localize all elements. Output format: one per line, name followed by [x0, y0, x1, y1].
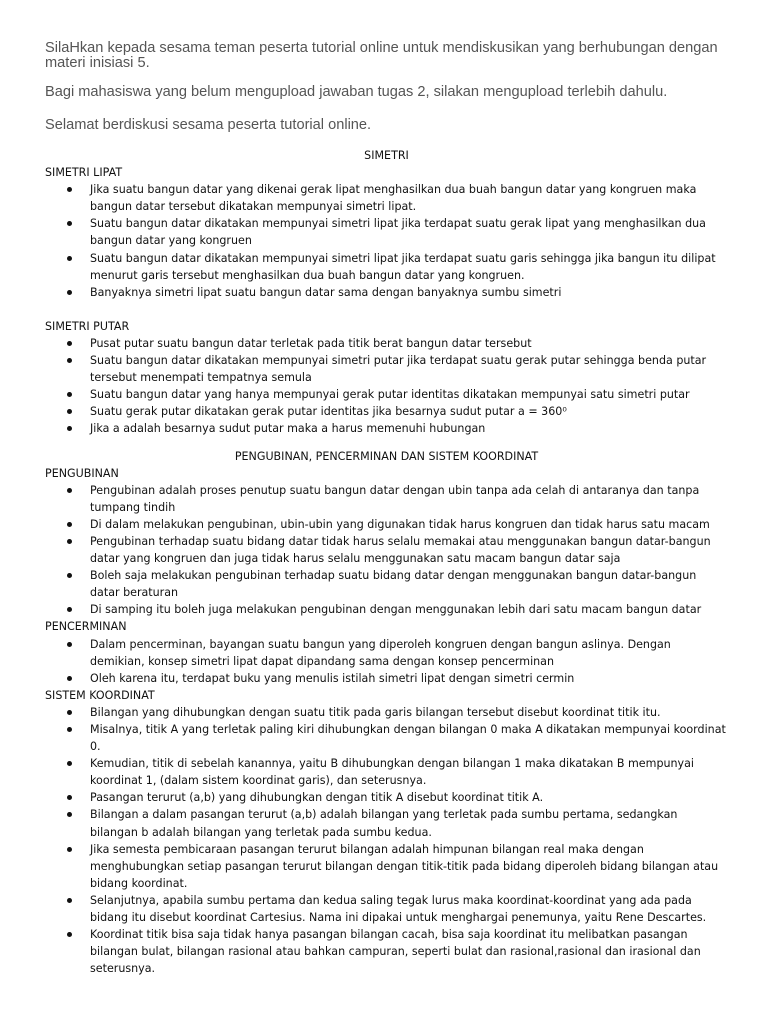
- pengubinan-section-title: PENGUBINAN, PENCERMINAN DAN SISTEM KOORDINAT: [234, 449, 539, 463]
- list-item: Pengubinan adalah proses penutup suatu bangun datar dengan ubin tanpa ada celah di antaranya dan tanpa tumpang tindih: [90, 482, 728, 516]
- list-item: Pengubinan terhadap suatu bidang datar tidak harus selalu memakai atau menggunakan bangun datar-bangun datar yang kongruen dan juga tidak harus selalu menggunakan satu macam bangun datar saja: [90, 533, 728, 567]
- list-item: Banyaknya simetri lipat suatu bangun datar sama dengan banyaknya sumbu simetri: [90, 284, 728, 301]
- intro-paragraph-1: SilaHkan kepada sesama teman peserta tutorial online untuk mendiskusikan yang berhubungan dengan materi inisiasi 5.: [45, 40, 718, 71]
- simetri-title: SIMETRI: [364, 149, 409, 162]
- list-item: Jika suatu bangun datar yang dikenai gerak lipat menghasilkan dua buah bangun datar yang kongruen maka bangun datar tersebut dikatakan mempunyai simetri lipat.: [90, 181, 728, 215]
- list-item: Bilangan yang dihubungkan dengan suatu titik pada garis bilangan tersebut disebut koordinat titik itu.: [90, 704, 728, 721]
- simetri-putar-list: [45, 335, 728, 438]
- list-item: Kemudian, titik di sebelah kanannya, yaitu B dihubungkan dengan bilangan 1 maka dikatakan B mempunyai koordinat 1, (dalam sistem koordinat garis), dan seterusnya.: [90, 755, 728, 789]
- list-item: Oleh karena itu, terdapat buku yang menulis istilah simetri lipat dengan simetri cermin: [90, 670, 728, 687]
- list-item: Bilangan a dalam pasangan terurut (a,b) adalah bilangan yang terletak pada sumbu pertama, sedangkan bilangan b adalah bilangan yang terletak pada sumbu kedua.: [90, 806, 728, 840]
- pencerminan-list: [45, 636, 728, 687]
- list-item: Boleh saja melakukan pengubinan terhadap suatu bidang datar dengan menggunakan bangun datar-bangun datar beraturan: [90, 567, 728, 601]
- list-item: Di dalam melakukan pengubinan, ubin-ubin yang digunakan tidak harus kongruen dan tidak harus satu macam: [90, 516, 728, 533]
- list-item: Selanjutnya, apabila sumbu pertama dan kedua saling tegak lurus maka koordinat-koordinat yang ada pada bidang itu disebut koordinat Cartesius. Nama ini dipakai untuk menghargai penemunya, yaitu Rene Descartes.: [90, 892, 728, 926]
- sistem-koordinat-heading: SISTEM KOORDINAT: [45, 688, 155, 702]
- document-body: [45, 147, 728, 977]
- list-item: Suatu bangun datar yang hanya mempunyai gerak putar identitas dikatakan mempunyai satu simetri putar: [90, 386, 728, 403]
- pengubinan-list: [45, 482, 728, 619]
- intro-paragraph-3: Selamat berdiskusi sesama peserta tutorial online.: [45, 117, 372, 133]
- list-item: Pusat putar suatu bangun datar terletak pada titik berat bangun datar tersebut: [90, 335, 728, 352]
- list-item: Dalam pencerminan, bayangan suatu bangun yang diperoleh kongruen dengan bangun aslinya. Dengan demikian, konsep simetri lipat dapat dipandang sama dengan konsep pencerminan: [90, 636, 728, 670]
- list-item: Di samping itu boleh juga melakukan pengubinan dengan menggunakan lebih dari satu macam bangun datar: [90, 601, 728, 618]
- simetri-lipat-heading: SIMETRI LIPAT: [45, 166, 123, 180]
- pengubinan-heading: PENGUBINAN: [45, 466, 119, 480]
- intro-paragraph-2: Bagi mahasiswa yang belum mengupload jawaban tugas 2, silakan mengupload terlebih dahulu.: [45, 84, 668, 100]
- list-item: Koordinat titik bisa saja tidak hanya pasangan bilangan cacah, bisa saja koordinat itu melibatkan pasangan bilangan bulat, bilangan rasional atau bahkan campuran, seperti bulat dan rasional,rasional dan irasional dan seterusnya.: [90, 926, 728, 977]
- list-item: Suatu bangun datar dikatakan mempunyai simetri lipat jika terdapat suatu garis sehingga jika bangun itu dilipat menurut garis tersebut menghasilkan dua buah bangun datar yang kongruen.: [90, 250, 728, 284]
- list-item: Jika a adalah besarnya sudut putar maka a harus memenuhi hubungan: [90, 420, 728, 437]
- list-item: Pasangan terurut (a,b) yang dihubungkan dengan titik A disebut koordinat titik A.: [90, 789, 728, 806]
- list-item: Suatu bangun datar dikatakan mempunyai simetri putar jika terdapat suatu gerak putar sehingga benda putar tersebut menempati tempatnya semula: [90, 352, 728, 386]
- list-item: Jika semesta pembicaraan pasangan terurut bilangan adalah himpunan bilangan real maka dengan menghubungkan setiap pasangan terurut bilangan dengan titik-titik pada bidang diperoleh bidang bilangan atau bidang koordinat.: [90, 841, 728, 892]
- list-item: Misalnya, titik A yang terletak paling kiri dihubungkan dengan bilangan 0 maka A dikatakan mempunyai koordinat 0.: [90, 721, 728, 755]
- simetri-lipat-list: [45, 181, 728, 301]
- list-item: Suatu bangun datar dikatakan mempunyai simetri lipat jika terdapat suatu gerak lipat yang menghasilkan dua bangun datar yang kongruen: [90, 215, 728, 249]
- pencerminan-heading: PENCERMINAN: [45, 620, 127, 634]
- sistem-koordinat-list: [45, 704, 728, 978]
- list-item: Suatu gerak putar dikatakan gerak putar identitas jika besarnya sudut putar a = 360⁰: [90, 403, 728, 420]
- simetri-putar-heading: SIMETRI PUTAR: [45, 319, 130, 333]
